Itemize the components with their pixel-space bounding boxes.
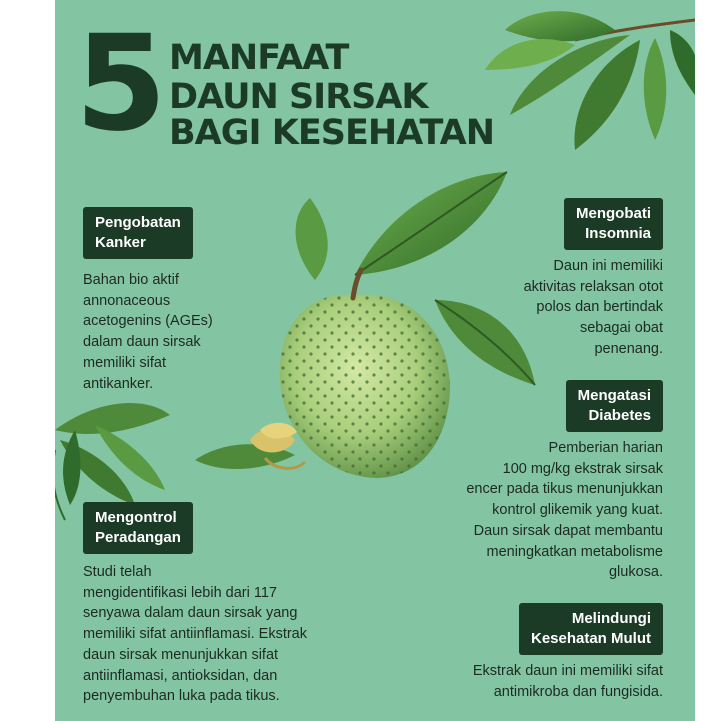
benefit-text-peradangan: Studi telah mengidentifikasi lebih dari 117 senyawa dalam daun sirsak yang memiliki sifat antiinflamasi. Ekstrak daun sirsak menunjukkan sifat antiinflamasi, antioksidan, dan penyembuhan luka pada tikus. [83,564,307,705]
benefit-title-peradangan: Mengontrol Peradangan [83,502,193,554]
header-title-line-3: BAGI KESEHATAN [169,113,495,153]
benefit-title-mulut: Melindungi Kesehatan Mulut [519,603,663,655]
benefit-title-kanker: Pengobatan Kanker [83,207,193,259]
benefit-text-insomnia: Daun ini memiliki aktivitas relaksan otot polos dan bertindak sebagai obat penenang. [523,258,663,357]
benefit-text-kanker: Bahan bio aktif annonaceous acetogenins (AGEs) dalam daun sirsak memiliki sifat antikanker. [83,272,213,392]
soursop-fruit [280,270,450,478]
header-title-line-1: MANFAAT [169,38,349,78]
top-right-leaves [485,11,695,150]
infographic-poster [55,0,695,721]
header-number: 5 [75,7,163,161]
benefit-text-mulut: Ekstrak daun ini memiliki sifat antimikroba dan fungisida. [472,663,663,700]
benefit-text-diabetes: Pemberian harian 100 mg/kg ekstrak sirsak encer pada tikus menunjukkan kontrol glikemik yang kuat. Daun sirsak dapat membantu meningkatkan metabolisme glukosa. [466,440,663,581]
benefit-title-diabetes: Mengatasi Diabetes [566,380,663,432]
header-title-line-2: DAUN SIRSAK [169,77,428,117]
benefit-title-insomnia: Mengobati Insomnia [564,198,663,250]
